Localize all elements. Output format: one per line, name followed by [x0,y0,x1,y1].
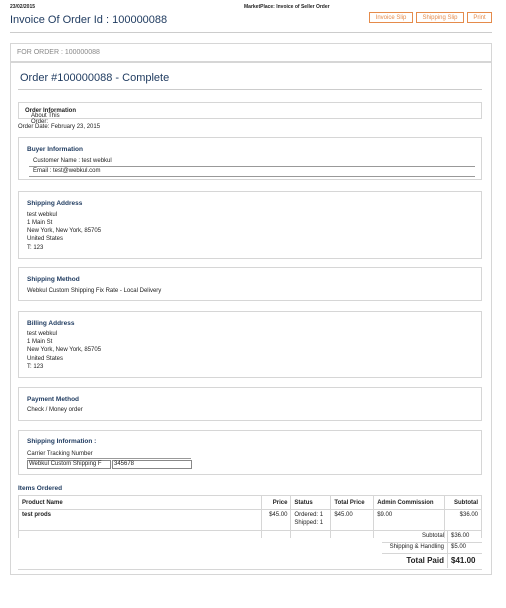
shipping-method-value: Webkul Custom Shipping Fix Rate - Local Delivery [27,288,162,294]
item-admin-commission: $9.00 [374,510,445,539]
customer-name-line [29,166,475,167]
billing-address-box [18,311,482,378]
billing-address-line: test webkul [27,331,58,337]
for-order-bar [10,43,492,62]
title-divider [18,89,482,90]
shipping-info-box [18,430,482,475]
buyer-info-title: Buyer Information [27,146,83,153]
shipping-method-title: Shipping Method [27,276,80,283]
shipping-address-line: New York, New York, 85705 [27,228,102,234]
col-total-price: Total Price [331,496,374,510]
billing-address-line: T: 123 [27,364,44,370]
carrier-label-line [27,458,191,459]
shipping-address-line: United States [27,236,64,242]
order-date: Order Date: February 23, 2015 [18,124,101,130]
shipping-address-line: T: 123 [27,245,44,251]
total-paid-value: $41.00 [451,556,476,565]
about-order-text [25,108,77,125]
print-header-title: MarketPlace: Invoice of Seller Order [244,4,330,10]
tracking-number-input[interactable]: 345678 [112,460,192,469]
totals-column-divider [447,530,448,568]
items-ordered-title: Items Ordered [18,485,63,492]
items-header-row [19,496,482,510]
order-title: Order #100000088 - Complete [20,72,170,84]
shipping-handling-label: Shipping & Handling [389,544,444,550]
col-subtotal: Subtotal [445,496,482,510]
about-prefix: About This Order: [31,113,60,125]
for-order-label: FOR ORDER : 100000088 [17,49,100,56]
subtotal-value: $36.00 [451,533,470,539]
shipping-address-line: test webkul [27,212,58,218]
billing-address-title: Billing Address [27,320,75,327]
item-status-ordered: Ordered: 1 [294,512,324,518]
col-product-name: Product Name [19,496,262,510]
customer-email-line [29,176,475,177]
col-admin-commission: Admin Commission [374,496,445,510]
shipping-address-title: Shipping Address [27,200,83,207]
item-total-price: $45.00 [331,510,374,539]
billing-address-line: New York, New York, 85705 [27,347,102,353]
about-value: Order Information [25,108,77,114]
shipping-handling-value: $5.00 [451,544,467,550]
buyer-info-box [18,137,482,180]
carrier-tracking-label: Carrier Tracking Number [27,451,93,457]
about-order-box [18,102,482,125]
item-price: $45.00 [262,510,291,539]
item-subtotal: $36.00 [445,510,482,539]
col-price: Price [262,496,291,510]
col-status: Status [291,496,331,510]
shipping-method-box [18,267,482,301]
shipping-slip-button[interactable]: Shipping Slip [416,12,464,23]
print-date: 23/02/2015 [10,4,36,10]
print-button[interactable]: Print [467,12,492,23]
carrier-select[interactable]: Webkul Custom Shipping F [27,460,111,469]
customer-email: Email : test@webkul.com [33,168,101,174]
shipping-address-box [18,191,482,259]
billing-address-line: 1 Main St [27,339,53,345]
subtotal-divider [382,542,482,543]
payment-method-box [18,387,482,421]
page-title: Invoice Of Order Id : 100000088 [10,14,168,26]
item-status-shipped: Shipped: 1 [294,520,324,526]
shipping-divider [382,553,482,554]
total-paid-label: Total Paid [406,556,444,565]
shipping-address-line: 1 Main St [27,220,53,226]
payment-method-value: Check / Money order [27,407,83,413]
customer-name: Customer Name : test webkul [33,158,112,164]
payment-method-title: Payment Method [27,396,80,403]
invoice-slip-button[interactable]: Invoice Slip [369,12,413,23]
subtotal-label: Subtotal [421,533,444,539]
item-name: test prods [19,510,262,539]
header-divider [10,32,492,33]
billing-address-line: United States [27,356,64,362]
shipping-info-title: Shipping Information : [27,438,97,445]
